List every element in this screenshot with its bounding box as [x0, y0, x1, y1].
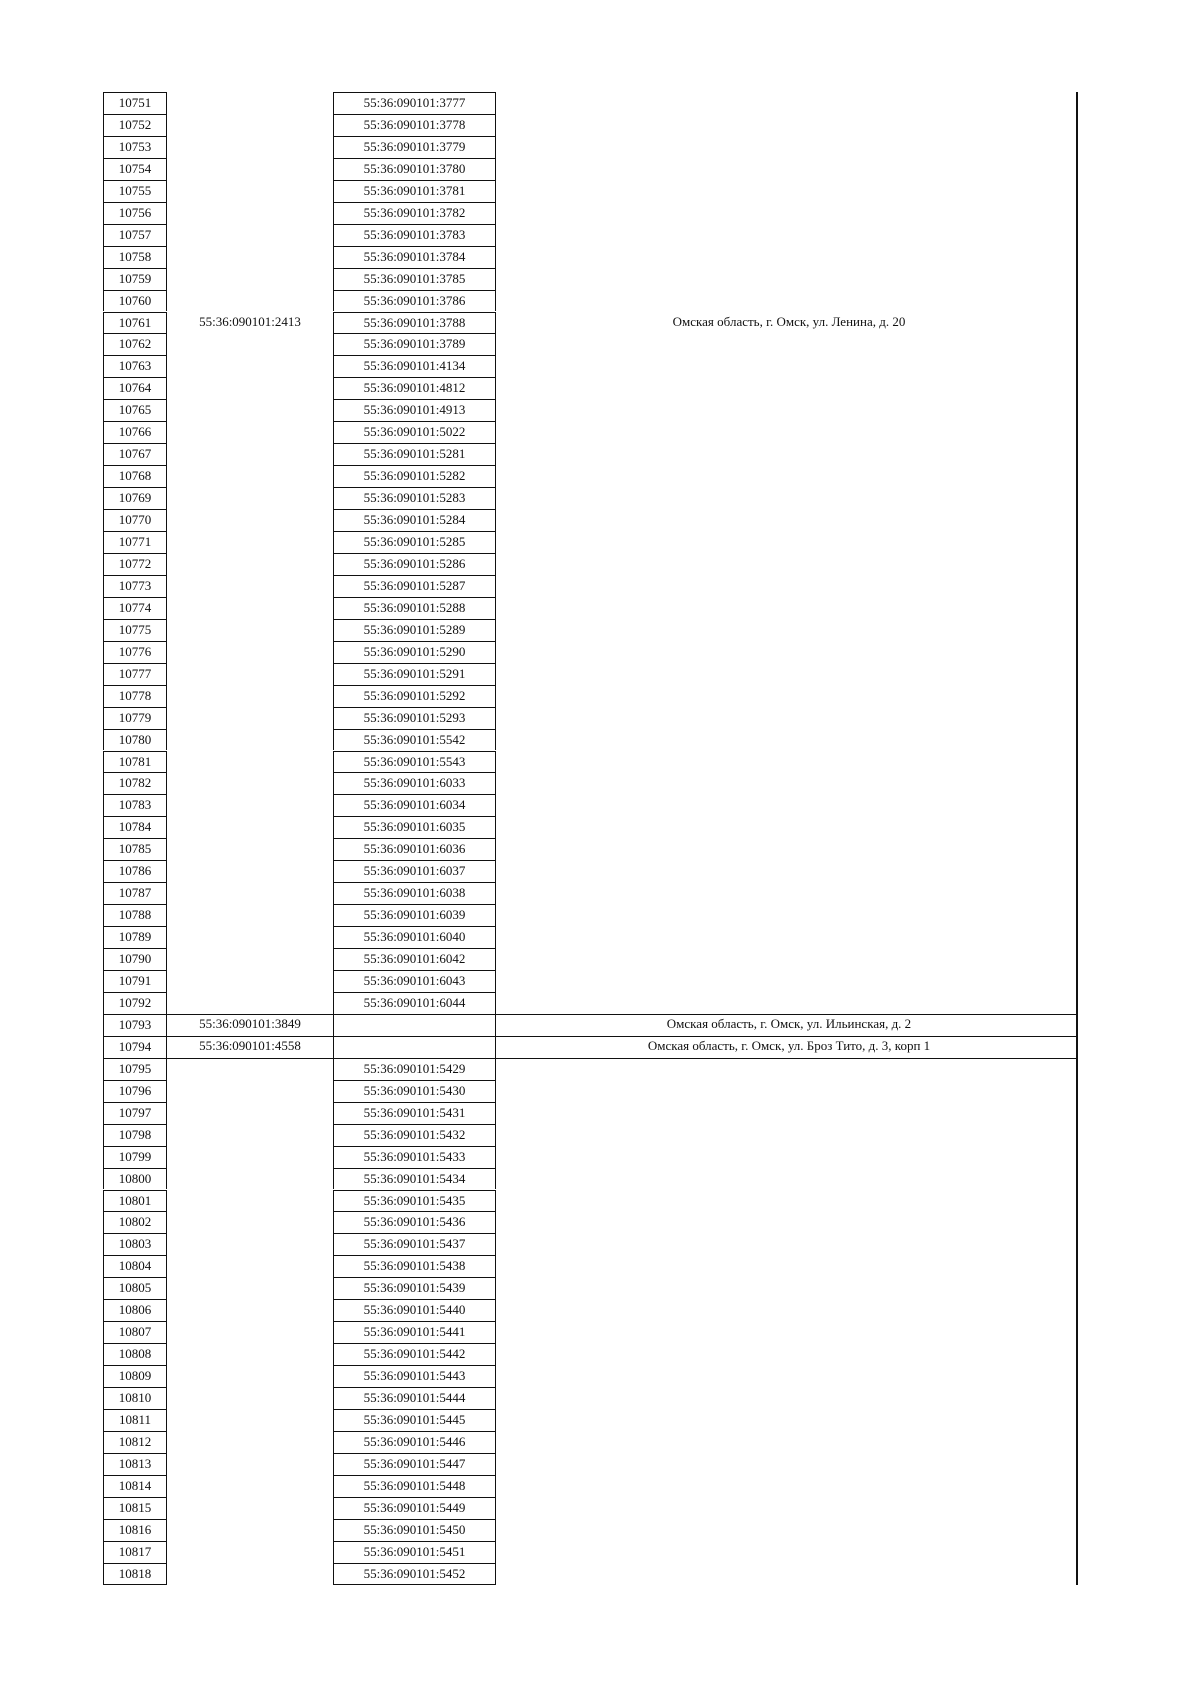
- cadastral-number: 55:36:090101:5292: [333, 685, 496, 707]
- row-number: 10789: [103, 926, 167, 948]
- row-number: 10797: [103, 1102, 167, 1124]
- cadastral-number: 55:36:090101:6035: [333, 816, 496, 838]
- row-number: 10804: [103, 1255, 167, 1277]
- row-number: 10760: [103, 290, 167, 312]
- row-number: 10785: [103, 838, 167, 860]
- parent-cadastral-number: 55:36:090101:2413: [199, 313, 301, 329]
- cadastral-number: 55:36:090101:6037: [333, 860, 496, 882]
- row-number: 10759: [103, 268, 167, 290]
- row-divider: [103, 1036, 1078, 1038]
- row-number: 10811: [103, 1409, 167, 1431]
- address-text: Омская область, г. Омск, ул. Ильинская, д. 2: [666, 1015, 912, 1031]
- row-number: 10787: [103, 882, 167, 904]
- cadastral-number: 55:36:090101:3777: [333, 92, 496, 114]
- row-number: 10771: [103, 531, 167, 553]
- cadastral-number: 55:36:090101:3788: [333, 312, 496, 334]
- row-number: 10783: [103, 794, 167, 816]
- row-number: 10756: [103, 202, 167, 224]
- cadastral-number: 55:36:090101:5449: [333, 1497, 496, 1519]
- row-number: 10802: [103, 1211, 167, 1233]
- cadastral-number: 55:36:090101:5433: [333, 1146, 496, 1168]
- cadastral-number: 55:36:090101:3786: [333, 290, 496, 312]
- row-number: 10790: [103, 948, 167, 970]
- row-number: 10792: [103, 992, 167, 1014]
- row-number: 10818: [103, 1563, 167, 1585]
- row-number: 10762: [103, 333, 167, 355]
- address-column-border: [1076, 92, 1078, 1585]
- cadastral-number: 55:36:090101:5437: [333, 1233, 496, 1255]
- cadastral-number: 55:36:090101:3778: [333, 114, 496, 136]
- cadastral-number: 55:36:090101:5429: [333, 1058, 496, 1080]
- row-number: 10766: [103, 421, 167, 443]
- cadastral-number: 55:36:090101:6039: [333, 904, 496, 926]
- cadastral-number: [333, 1036, 496, 1058]
- row-number: 10809: [103, 1365, 167, 1387]
- cadastral-number: 55:36:090101:5447: [333, 1453, 496, 1475]
- cadastral-number: 55:36:090101:5291: [333, 663, 496, 685]
- row-number: 10779: [103, 707, 167, 729]
- cadastral-number: [333, 1014, 496, 1036]
- cadastral-number: 55:36:090101:5289: [333, 619, 496, 641]
- row-number: 10801: [103, 1190, 167, 1212]
- row-number: 10798: [103, 1124, 167, 1146]
- cadastral-number: 55:36:090101:5286: [333, 553, 496, 575]
- cadastral-number: 55:36:090101:3784: [333, 246, 496, 268]
- cadastral-number: 55:36:090101:3780: [333, 158, 496, 180]
- address-text: Омская область, г. Омск, ул. Броз Тито, д. 3, корп 1: [647, 1037, 931, 1053]
- row-number: 10795: [103, 1058, 167, 1080]
- cadastral-number: 55:36:090101:5448: [333, 1475, 496, 1497]
- cadastral-number: 55:36:090101:6036: [333, 838, 496, 860]
- row-number: 10814: [103, 1475, 167, 1497]
- row-number: 10767: [103, 443, 167, 465]
- row-number: 10777: [103, 663, 167, 685]
- row-number: 10778: [103, 685, 167, 707]
- row-number: 10813: [103, 1453, 167, 1475]
- row-number: 10752: [103, 114, 167, 136]
- cadastral-number: 55:36:090101:6033: [333, 772, 496, 794]
- address-text: Омская область, г. Омск, ул. Ленина, д. 20: [672, 313, 906, 329]
- cadastral-number: 55:36:090101:5445: [333, 1409, 496, 1431]
- cadastral-number: 55:36:090101:3789: [333, 333, 496, 355]
- row-divider: [103, 1014, 1078, 1016]
- cadastral-number: 55:36:090101:3781: [333, 180, 496, 202]
- cadastral-number: 55:36:090101:6044: [333, 992, 496, 1014]
- row-number: 10773: [103, 575, 167, 597]
- row-number: 10763: [103, 355, 167, 377]
- cadastral-number: 55:36:090101:5435: [333, 1190, 496, 1212]
- cadastral-number: 55:36:090101:5283: [333, 487, 496, 509]
- cadastral-number: 55:36:090101:5431: [333, 1102, 496, 1124]
- row-number: 10794: [103, 1036, 167, 1058]
- cadastral-number: 55:36:090101:5022: [333, 421, 496, 443]
- row-number: 10796: [103, 1080, 167, 1102]
- cadastral-number: 55:36:090101:5441: [333, 1321, 496, 1343]
- row-number: 10805: [103, 1277, 167, 1299]
- cadastral-number: 55:36:090101:5288: [333, 597, 496, 619]
- row-number: 10751: [103, 92, 167, 114]
- row-number: 10758: [103, 246, 167, 268]
- row-number: 10755: [103, 180, 167, 202]
- row-number: 10799: [103, 1146, 167, 1168]
- cadastral-number: 55:36:090101:5430: [333, 1080, 496, 1102]
- row-number: 10753: [103, 136, 167, 158]
- row-number: 10788: [103, 904, 167, 926]
- row-number: 10793: [103, 1014, 167, 1036]
- cadastral-number: 55:36:090101:4913: [333, 399, 496, 421]
- cadastral-number: 55:36:090101:5543: [333, 751, 496, 773]
- cadastral-number: 55:36:090101:5450: [333, 1519, 496, 1541]
- cadastral-number: 55:36:090101:6034: [333, 794, 496, 816]
- row-number: 10781: [103, 751, 167, 773]
- cadastral-number: 55:36:090101:5281: [333, 443, 496, 465]
- row-number: 10815: [103, 1497, 167, 1519]
- row-number: 10806: [103, 1299, 167, 1321]
- cadastral-number: 55:36:090101:6042: [333, 948, 496, 970]
- row-number: 10800: [103, 1168, 167, 1190]
- cadastral-number: 55:36:090101:3779: [333, 136, 496, 158]
- cadastral-number: 55:36:090101:5446: [333, 1431, 496, 1453]
- parent-cadastral-number: 55:36:090101:4558: [199, 1037, 301, 1053]
- cadastral-number: 55:36:090101:6043: [333, 970, 496, 992]
- row-number: 10803: [103, 1233, 167, 1255]
- cadastral-number: 55:36:090101:4812: [333, 377, 496, 399]
- cadastral-number: 55:36:090101:5444: [333, 1387, 496, 1409]
- cadastral-number: 55:36:090101:6040: [333, 926, 496, 948]
- row-number: 10764: [103, 377, 167, 399]
- row-number: 10769: [103, 487, 167, 509]
- row-number: 10757: [103, 224, 167, 246]
- cadastral-number: 55:36:090101:5432: [333, 1124, 496, 1146]
- cadastral-number: 55:36:090101:5293: [333, 707, 496, 729]
- cadastral-number: 55:36:090101:5438: [333, 1255, 496, 1277]
- cadastral-number: 55:36:090101:5282: [333, 465, 496, 487]
- row-number: 10754: [103, 158, 167, 180]
- row-number: 10791: [103, 970, 167, 992]
- row-number: 10768: [103, 465, 167, 487]
- row-number: 10774: [103, 597, 167, 619]
- row-number: 10780: [103, 729, 167, 751]
- row-number: 10770: [103, 509, 167, 531]
- row-number: 10816: [103, 1519, 167, 1541]
- cadastral-number: 55:36:090101:6038: [333, 882, 496, 904]
- cadastral-number: 55:36:090101:5440: [333, 1299, 496, 1321]
- row-number: 10808: [103, 1343, 167, 1365]
- cadastral-number: 55:36:090101:5285: [333, 531, 496, 553]
- row-number: 10772: [103, 553, 167, 575]
- cadastral-number: 55:36:090101:3783: [333, 224, 496, 246]
- row-number: 10807: [103, 1321, 167, 1343]
- row-number: 10765: [103, 399, 167, 421]
- cadastral-number: 55:36:090101:5451: [333, 1541, 496, 1563]
- cadastral-number: 55:36:090101:5287: [333, 575, 496, 597]
- row-number: 10810: [103, 1387, 167, 1409]
- row-number: 10812: [103, 1431, 167, 1453]
- row-number: 10782: [103, 772, 167, 794]
- cadastral-number: 55:36:090101:3785: [333, 268, 496, 290]
- row-divider: [103, 1058, 1078, 1060]
- cadastral-number: 55:36:090101:5284: [333, 509, 496, 531]
- cadastral-number: 55:36:090101:5436: [333, 1211, 496, 1233]
- row-number: 10786: [103, 860, 167, 882]
- cadastral-number: 55:36:090101:5542: [333, 729, 496, 751]
- cadastral-number: 55:36:090101:5443: [333, 1365, 496, 1387]
- row-number: 10817: [103, 1541, 167, 1563]
- cadastral-number: 55:36:090101:5439: [333, 1277, 496, 1299]
- cadastral-number: 55:36:090101:5452: [333, 1563, 496, 1585]
- cadastral-number: 55:36:090101:5290: [333, 641, 496, 663]
- row-number: 10775: [103, 619, 167, 641]
- cadastral-number: 55:36:090101:5434: [333, 1168, 496, 1190]
- cadastral-number: 55:36:090101:3782: [333, 202, 496, 224]
- cadastral-number: 55:36:090101:5442: [333, 1343, 496, 1365]
- row-number: 10784: [103, 816, 167, 838]
- row-number: 10776: [103, 641, 167, 663]
- cadastral-number: 55:36:090101:4134: [333, 355, 496, 377]
- row-number: 10761: [103, 312, 167, 334]
- parent-cadastral-number: 55:36:090101:3849: [199, 1015, 301, 1031]
